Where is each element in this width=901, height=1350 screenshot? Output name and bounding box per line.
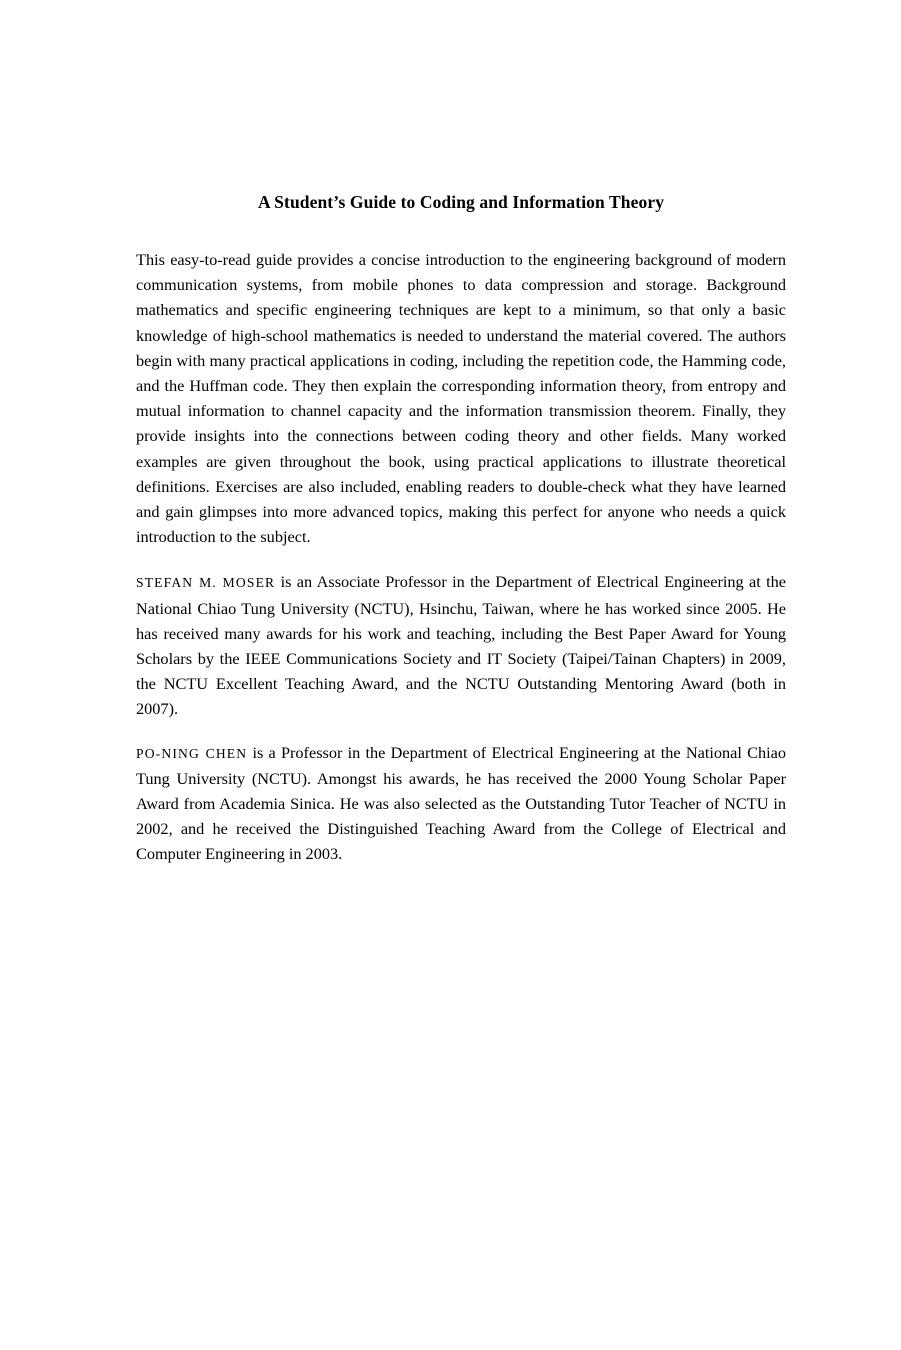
author-bio-moser xyxy=(136,569,786,721)
author-bio-text-chen: is a Professor in the Department of Electrical Engineering at the National Chiao Tung University (NCTU). Amongst his awards, he has received the 2000 Young Scholar Paper Award from Academia Sinica. He was also selected as the Outstanding Tutor Teacher of NCTU in 2002, and he received the Distinguished Teaching Award from the College of Electrical and Computer Engineering in 2003. xyxy=(136,742,787,864)
page-title: A Student’s Guide to Coding and Information Theory xyxy=(257,192,665,212)
author-name-moser: STEFAN M. MOSER xyxy=(136,575,276,591)
author-name-chen: PO-NING CHEN xyxy=(136,745,248,761)
blurb-paragraph: This easy-to-read guide provides a concise introduction to the engineering background of modern communication systems, from mobile phones to data compression and storage. Background mathematics and specific engineering techniques are kept to a minimum, so that only a basic knowledge of high-school mathematics is needed to understand the material covered. The authors begin with many practical applications in coding, including the repetition code, the Hamming code, and the Huffman code. They then explain the corresponding information theory, from entropy and mutual information to channel capacity and the information transmission theorem. Finally, they provide insights into the connections between coding theory and other fields. Many worked examples are given throughout the book, using practical applications to illustrate theoretical definitions. Exercises are also included, enabling readers to double-check what they have learned and gain glimpses into more advanced topics, making this perfect for anyone who needs a quick introduction to the subject. xyxy=(136,250,786,547)
author-bio-chen xyxy=(136,740,786,867)
page-content xyxy=(136,192,786,885)
author-bio-text-moser: is an Associate Professor in the Department of Electrical Engineering at the National Chiao Tung University (NCTU), Hsinchu, Taiwan, where he has worked since 2005. He has received many awards for his work and teaching, including the Best Paper Award for Young Scholars by the IEEE Communications Society and IT Society (Taipei/Tainan Chapters) in 2009, the NCTU Excellent Teaching Award, and the NCTU Outstanding Mentoring Award (both in 2007). xyxy=(136,572,786,719)
